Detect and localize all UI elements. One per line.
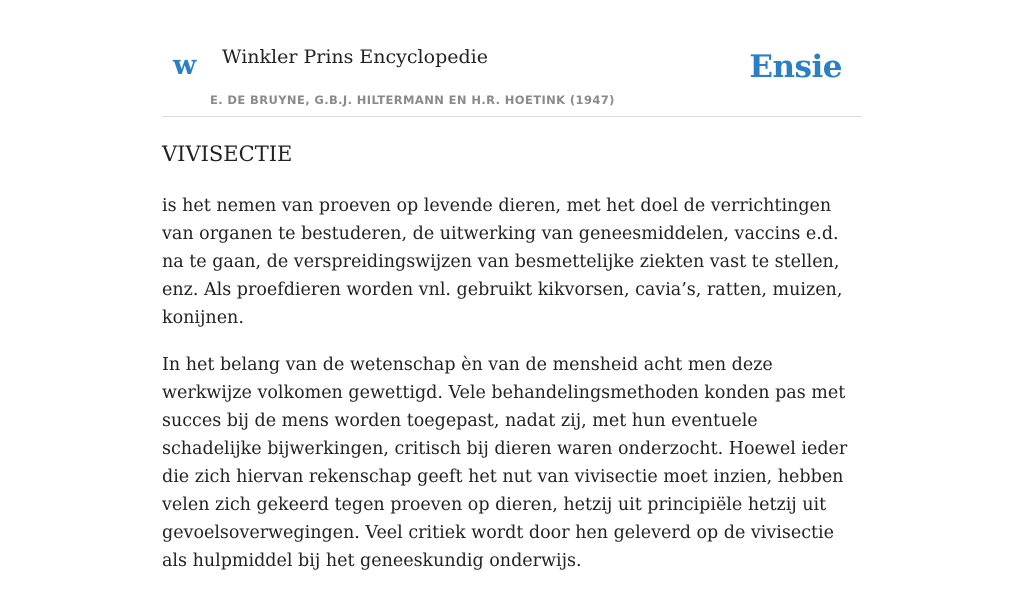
winkler-prins-logo[interactable]: w bbox=[173, 50, 197, 81]
source-title[interactable]: Winkler Prins Encyclopedie bbox=[222, 46, 488, 68]
article-title: VIVISECTIE bbox=[162, 142, 293, 166]
article-paragraph: is het nemen van proeven op levende dieren, met het doel de verrichtingen van organen te bestuderen, de uitwerking van geneesmiddelen, vaccins e.d. na te gaan, de verspreidingswijzen van besmettelijke ziekten vast te stellen, enz. Als proefdieren worden vnl. gebruikt kikvorsen, cavia’s, ratten, muizen, konijnen. bbox=[162, 196, 843, 328]
article-body bbox=[162, 192, 862, 594]
ensie-logo[interactable]: Ensie bbox=[749, 49, 842, 85]
source-authors: E. DE BRUYNE, G.B.J. HILTERMANN EN H.R. HOETINK (1947) bbox=[210, 93, 615, 107]
source-header bbox=[162, 0, 862, 117]
article-paragraph: In het belang van de wetenschap èn van de mensheid acht men deze werkwijze volkomen gewettigd. Vele behandelingsmethoden konden pas met succes bij de mens worden toegepast, nadat zij, met hun eventuele schadelijke bijwerkingen, critisch bij dieren waren onderzocht. Hoewel ieder die zich hiervan rekenschap geeft het nut van vivisectie moet inzien, hebben velen zich gekeerd tegen proeven op dieren, hetzij uit principiële hetzij uit gevoelsoverwegingen. Veel critiek wordt door hen geleverd op de vivisectie als hulpmiddel bij het geneeskundig onderwijs. bbox=[162, 355, 848, 571]
